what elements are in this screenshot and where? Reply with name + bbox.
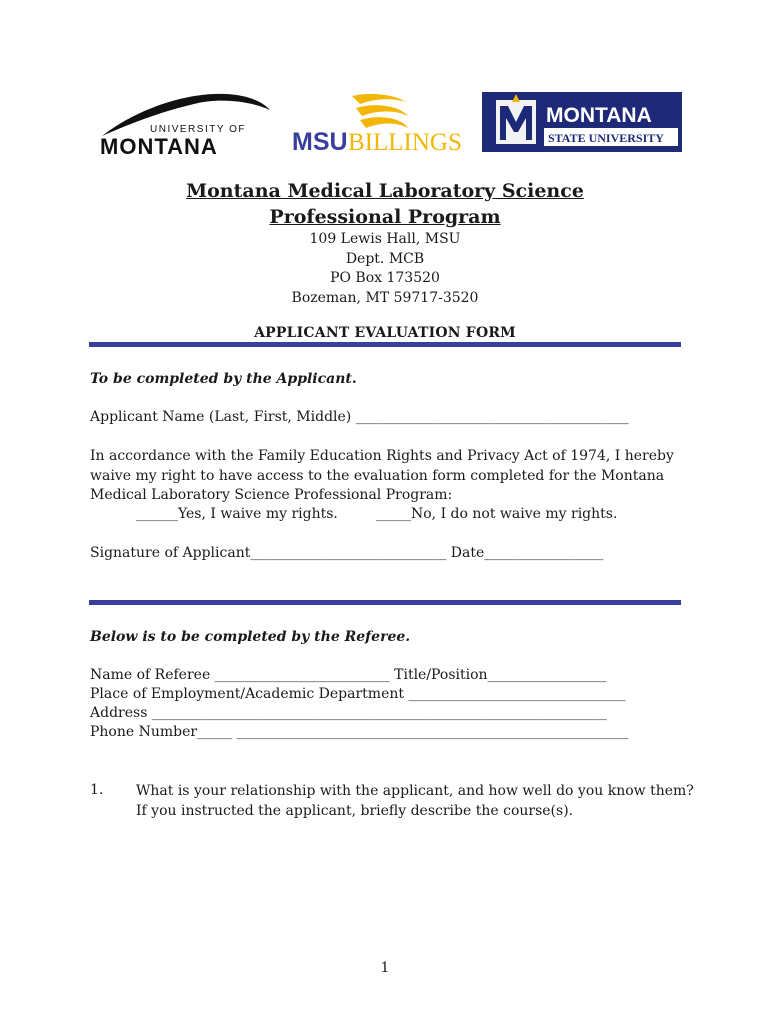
question-number: 1. [90,782,104,798]
section-divider [89,600,681,605]
msu-logo-line2: STATE UNIVERSITY [548,131,664,145]
address-line: 109 Lewis Hall, MSU [309,231,461,247]
msub-logo-part2: BILLINGS [348,129,462,156]
program-title [0,178,770,230]
program-address [0,230,770,308]
section-divider [89,342,681,347]
referee-name-title-line[interactable]: Name of Referee _________________________ Title/Position_________________ [90,667,607,683]
university-of-montana-logo [98,88,276,158]
title-line-2: Professional Program [269,206,501,228]
montana-state-university-logo [482,92,682,152]
address-line: PO Box 173520 [330,270,440,286]
applicant-section-heading: To be completed by the Applicant. [90,371,357,387]
referee-section-heading: Below is to be completed by the Referee. [90,629,411,645]
msu-billings-logo [290,90,470,158]
question-line-2: If you instructed the applicant, briefly describe the course(s). [136,802,574,819]
question-text [136,782,694,821]
referee-phone-line[interactable]: Phone Number_____ ________________________________________________________ [90,724,629,740]
msub-logo-part1: MSU [292,128,348,156]
address-line: Dept. MCB [345,250,425,267]
waive-no-option[interactable]: _____No, I do not waive my rights. [376,506,618,522]
page-number: 1 [380,960,390,976]
referee-employment-line[interactable]: Place of Employment/Academic Department _______________________________ [90,686,626,702]
form-title: APPLICANT EVALUATION FORM [254,325,516,341]
title-line-1: Montana Medical Laboratory Science [186,180,584,202]
applicant-signature-date-line[interactable]: Signature of Applicant____________________________ Date_________________ [90,545,604,561]
waive-yes-option[interactable]: ______Yes, I waive my rights. [136,506,338,522]
referee-address-line[interactable]: Address _________________________________________________________________ [90,705,607,721]
address-line: Bozeman, MT 59717-3520 [291,289,479,306]
waiver-statement: In accordance with the Family Education Rights and Privacy Act of 1974, I hereby waive my right to have access to the evaluation form completed for the Montana Medical Laboratory Science Professional Program: [90,448,674,503]
um-logo-line1: UNIVERSITY OF [150,124,246,135]
msu-logo-line1: MONTANA [546,104,652,127]
question-line-1: What is your relationship with the applicant, and how well do you know them? [136,783,694,799]
applicant-name-field[interactable]: Applicant Name (Last, First, Middle) _______________________________________ [90,409,629,425]
um-logo-line2: MONTANA [100,134,218,158]
